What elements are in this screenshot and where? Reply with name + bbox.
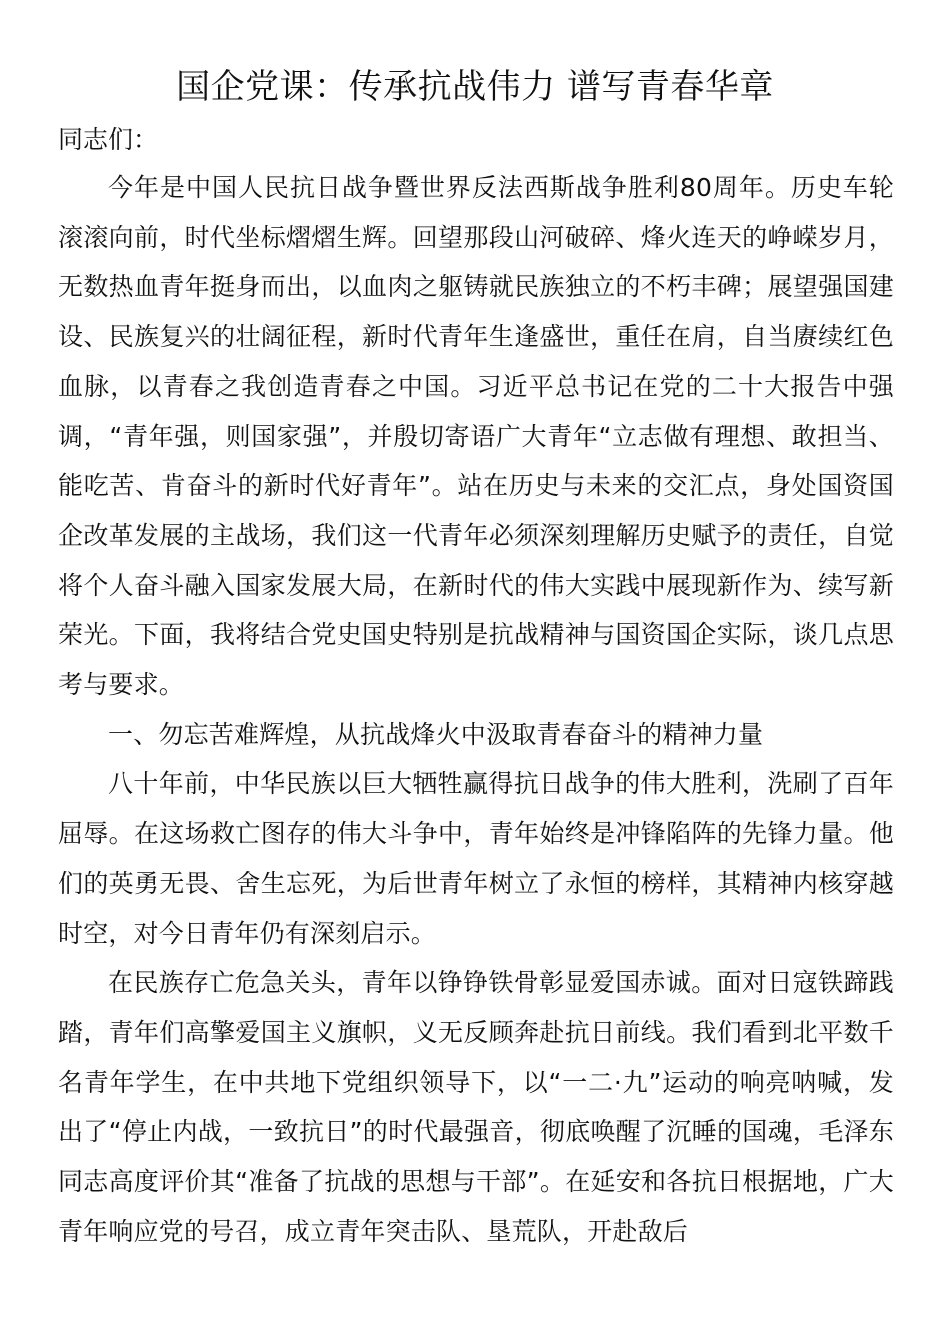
document-title: 国企党课：传承抗战伟力 谱写青春华章: [176, 67, 774, 107]
paragraph-intro: 今年是中国人民抗日战争暨世界反法西斯战争胜利80周年。历史车轮滚滚向前，时代坐标熠熠生辉。回望那段山河破碎、烽火连天的峥嵘岁月，无数热血青年挺身而出，以血肉之躯铸就民族独立的不朽丰碑；展望强国建设、民族复兴的壮阔征程，新时代青年生逢盛世，重任在肩，自当赓续红色血脉，以青春之我创造青春之中国。习近平总书记在党的二十大报告中强调，“青年强，则国家强”，并殷切寄语广大青年“立志做有理想、敢担当、能吃苦、肯奋斗的新时代好青年”。站在历史与未来的交汇点，身处国资国企改革发展的主战场，我们这一代青年必须深刻理解历史赋予的责任，自觉将个人奋斗融入国家发展大局，在新时代的伟大实践中展现新作为、续写新荣光。下面，我将结合党史国史特别是抗战精神与国资国企实际，谈几点思考与要求。: [58, 173, 894, 700]
salutation: 同志们：: [58, 125, 159, 154]
paragraph-section1-intro: 八十年前，中华民族以巨大牺牲赢得抗日战争的伟大胜利，洗刷了百年屈辱。在这场救亡图存的伟大斗争中，青年始终是冲锋陷阵的先锋力量。他们的英勇无畏、舍生忘死，为后世青年树立了永恒的榜样，其精神内核穿越时空，对今日青年仍有深刻启示。: [58, 769, 894, 948]
document-body: [58, 163, 894, 1256]
paragraph-section1-point1: 在民族存亡危急关头，青年以铮铮铁骨彰显爱国赤诚。面对日寇铁蹄践踏，青年们高擎爱国主义旗帜，义无反顾奔赴抗日前线。我们看到北平数千名青年学生，在中共地下党组织领导下，以“一二·九”运动的响亮呐喊，发出了“停止内战，一致抗日”的时代最强音，彻底唤醒了沉睡的国魂，毛泽东同志高度评价其“准备了抗战的思想与干部”。在延安和各抗日根据地，广大青年响应党的号召，成立青年突击队、垦荒队，开赴敌后: [58, 968, 894, 1246]
section-heading-1: 一、勿忘苦难辉煌，从抗战烽火中汲取青春奋斗的精神力量: [108, 719, 764, 749]
